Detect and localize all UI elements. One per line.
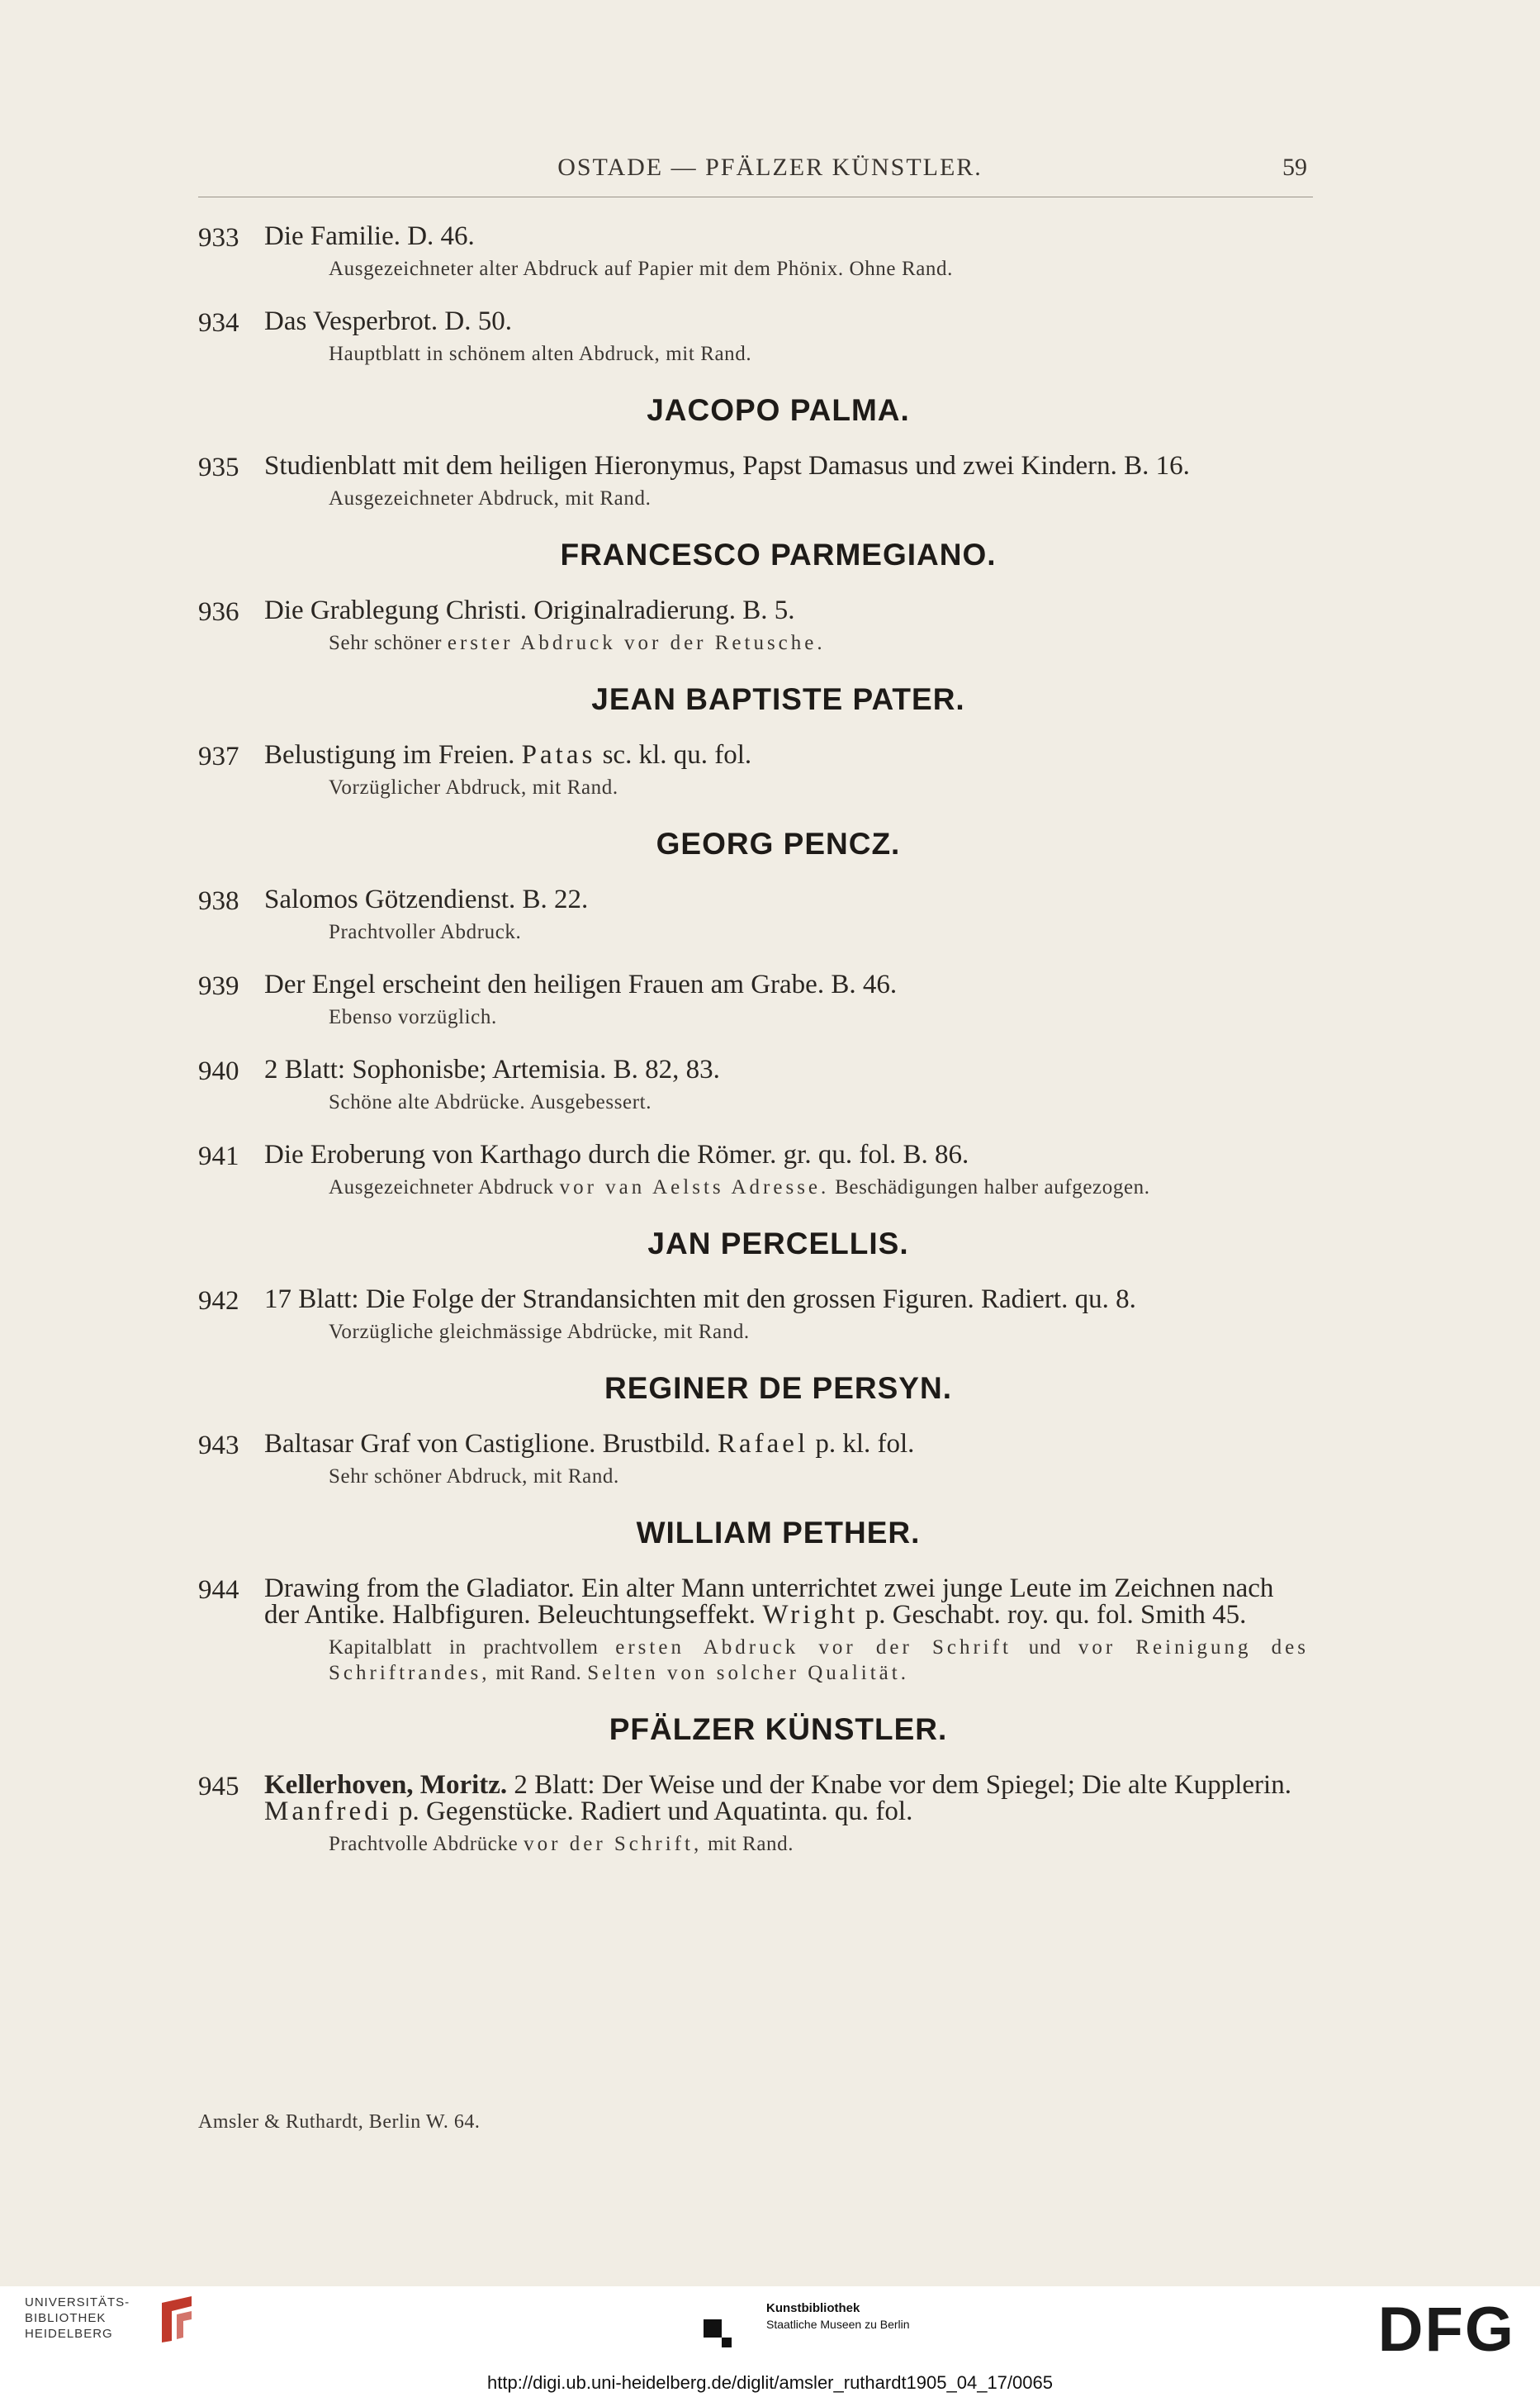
note-spaced-text: vor Reinigung des Schriftrandes, xyxy=(329,1636,1310,1684)
library-name-line: HEIDELBERG xyxy=(25,2327,113,2341)
lot-number: 934 xyxy=(198,308,239,338)
lot-942 xyxy=(198,1286,1309,1345)
lot-number: 937 xyxy=(198,742,239,771)
library-name xyxy=(25,2295,130,2342)
note-text: und xyxy=(1012,1636,1078,1659)
lot-938 xyxy=(198,886,1309,945)
title-text: sc. kl. qu. fol. xyxy=(595,740,752,770)
artist-heading: PFÄLZER KÜNSTLER. xyxy=(609,1712,948,1746)
painter-name: Rafael xyxy=(718,1429,809,1459)
artist-name: Kellerhoven, Moritz. xyxy=(264,1770,508,1800)
title-text: p. kl. fol. xyxy=(808,1429,915,1459)
lot-title: Studienblatt mit dem heiligen Hieronymus, Papst Damasus und zwei Kindern. B. 16. xyxy=(264,451,1190,481)
note-text: Kapitalblatt in prachtvollem xyxy=(329,1636,616,1659)
lot-title xyxy=(264,1575,1309,1628)
lot-number: 936 xyxy=(198,597,239,627)
lot-note xyxy=(329,630,1309,656)
lot-number: 940 xyxy=(198,1056,239,1086)
lot-title xyxy=(264,742,1309,768)
lot-note: Ebenso vorzüglich. xyxy=(329,1006,497,1028)
note-spaced-text: erster Abdruck vor der Retusche. xyxy=(447,632,826,654)
lot-945 xyxy=(198,1772,1309,1857)
digitization-footer xyxy=(0,2286,1540,2397)
lot-note: Hauptblatt in schönem alten Abdruck, mit Rand. xyxy=(329,343,752,365)
lot-number: 939 xyxy=(198,971,239,1001)
lot-number: 942 xyxy=(198,1286,239,1316)
lot-note: Vorzüglicher Abdruck, mit Rand. xyxy=(329,776,618,799)
title-text: Belustigung im Freien. xyxy=(264,740,522,770)
lot-number: 943 xyxy=(198,1431,239,1460)
artist-heading: FRANCESCO PARMEGIANO. xyxy=(560,538,997,572)
kunstbibliothek-mark-icon xyxy=(702,2316,755,2349)
lot-note: Sehr schöner Abdruck, mit Rand. xyxy=(329,1465,619,1488)
lot-note: Prachtvoller Abdruck. xyxy=(329,921,522,943)
note-spaced-text: Selten von solcher Qualität. xyxy=(587,1662,909,1684)
kunstbibliothek-logo[interactable] xyxy=(702,2298,950,2356)
lot-note: Schöne alte Abdrücke. Ausgebessert. xyxy=(329,1091,652,1113)
title-text: Drawing from the Gladiator. Ein alter Mann unterrichtet zwei junge Leute im Zeichnen nach der Antike. Halbfiguren. Beleuchtungseffekt. xyxy=(264,1573,1274,1630)
note-spaced-text: vor der Schrift, xyxy=(524,1833,703,1855)
lot-note xyxy=(329,1831,1309,1857)
note-text: mit Rand. xyxy=(702,1833,794,1855)
lot-title: Die Eroberung von Karthago durch die Römer. gr. qu. fol. B. 86. xyxy=(264,1140,969,1170)
lot-title: 2 Blatt: Sophonisbe; Artemisia. B. 82, 83. xyxy=(264,1055,720,1085)
note-spaced-text: ersten Abdruck vor der Schrift xyxy=(615,1636,1012,1659)
note-spaced-text: vor van Aelsts Adresse. xyxy=(559,1176,830,1198)
lot-943 xyxy=(198,1431,1309,1489)
title-text: p. Geschabt. roy. qu. fol. Smith 45. xyxy=(858,1600,1247,1630)
lot-937 xyxy=(198,742,1309,800)
lot-title xyxy=(264,1772,1309,1825)
artist-heading: WILLIAM PETHER. xyxy=(636,1516,921,1550)
lot-note xyxy=(329,1175,1309,1200)
note-text: Prachtvolle Abdrücke xyxy=(329,1833,524,1855)
catalog-content xyxy=(198,223,1309,1883)
artist-heading: JACOPO PALMA. xyxy=(647,393,910,427)
lot-941 xyxy=(198,1142,1309,1200)
publisher-imprint: Amsler & Ruthardt, Berlin W. 64. xyxy=(198,2111,481,2133)
running-head xyxy=(0,154,1540,187)
lot-936 xyxy=(198,597,1309,656)
dfg-logo[interactable]: DFG xyxy=(1377,2295,1515,2365)
lot-note xyxy=(329,1635,1309,1686)
title-text: 2 Blatt: Der Weise und der Knabe vor dem Spiegel; Die alte Kupplerin. xyxy=(507,1770,1291,1800)
running-title: OSTADE — PFÄLZER KÜNSTLER. xyxy=(557,154,983,181)
lot-note: Vorzügliche gleichmässige Abdrücke, mit Rand. xyxy=(329,1321,750,1343)
library-name-line: BIBLIOTHEK xyxy=(25,2311,107,2325)
heidelberg-library-logo[interactable] xyxy=(25,2295,198,2369)
kunstbibliothek-title: Kunstbibliothek xyxy=(766,2301,860,2315)
lot-935 xyxy=(198,453,1309,511)
lot-number: 941 xyxy=(198,1142,239,1171)
lot-title: Die Grablegung Christi. Originalradierung. B. 5. xyxy=(264,596,795,625)
artist-heading: JAN PERCELLIS. xyxy=(647,1227,909,1260)
library-mark-icon xyxy=(155,2295,200,2346)
lot-title: 17 Blatt: Die Folge der Strandansichten mit den grossen Figuren. Radiert. qu. 8. xyxy=(264,1284,1136,1314)
note-text: Ausgezeichneter Abdruck xyxy=(329,1176,560,1198)
lot-note: Ausgezeichneter Abdruck, mit Rand. xyxy=(329,487,652,510)
lot-title xyxy=(264,1431,1309,1457)
page-number: 59 xyxy=(1282,154,1307,181)
lot-939 xyxy=(198,971,1309,1030)
lot-title: Der Engel erscheint den heiligen Frauen am Grabe. B. 46. xyxy=(264,970,898,999)
note-text: Sehr schöner xyxy=(329,632,448,654)
lot-note: Ausgezeichneter alter Abdruck auf Papier mit dem Phönix. Ohne Rand. xyxy=(329,258,953,280)
lot-title: Die Familie. D. 46. xyxy=(264,221,475,251)
artist-heading: GEORG PENCZ. xyxy=(656,827,901,861)
engraver-name: Patas xyxy=(521,740,596,770)
title-text: p. Gegenstücke. Radiert und Aquatinta. qu. fol. xyxy=(391,1797,913,1826)
lot-number: 933 xyxy=(198,223,239,253)
kunstbibliothek-subtitle: Staatliche Museen zu Berlin xyxy=(766,2318,910,2331)
lot-933 xyxy=(198,223,1309,282)
lot-number: 938 xyxy=(198,886,239,916)
library-name-line: UNIVERSITÄTS- xyxy=(25,2295,130,2309)
note-text: mit Rand. xyxy=(490,1662,588,1684)
lot-940 xyxy=(198,1056,1309,1115)
lot-title: Das Vesperbrot. D. 50. xyxy=(264,306,513,336)
note-text: Beschädigungen halber aufgezogen. xyxy=(829,1176,1150,1198)
lot-number: 944 xyxy=(198,1575,239,1605)
artist-heading: JEAN BAPTISTE PATER. xyxy=(591,682,965,716)
title-text: Baltasar Graf von Castiglione. Brustbild. xyxy=(264,1429,718,1459)
painter-name: Wright xyxy=(762,1600,859,1630)
lot-944 xyxy=(198,1575,1309,1686)
lot-number: 935 xyxy=(198,453,239,482)
lot-number: 945 xyxy=(198,1772,239,1801)
permalink-url[interactable]: http://digi.ub.uni-heidelberg.de/diglit/amsler_ruthardt1905_04_17/0065 xyxy=(487,2372,1053,2393)
lot-title: Salomos Götzendienst. B. 22. xyxy=(264,885,589,914)
artist-heading: REGINER DE PERSYN. xyxy=(604,1371,952,1405)
lot-934 xyxy=(198,308,1309,367)
painter-name: Manfredi xyxy=(264,1797,392,1826)
